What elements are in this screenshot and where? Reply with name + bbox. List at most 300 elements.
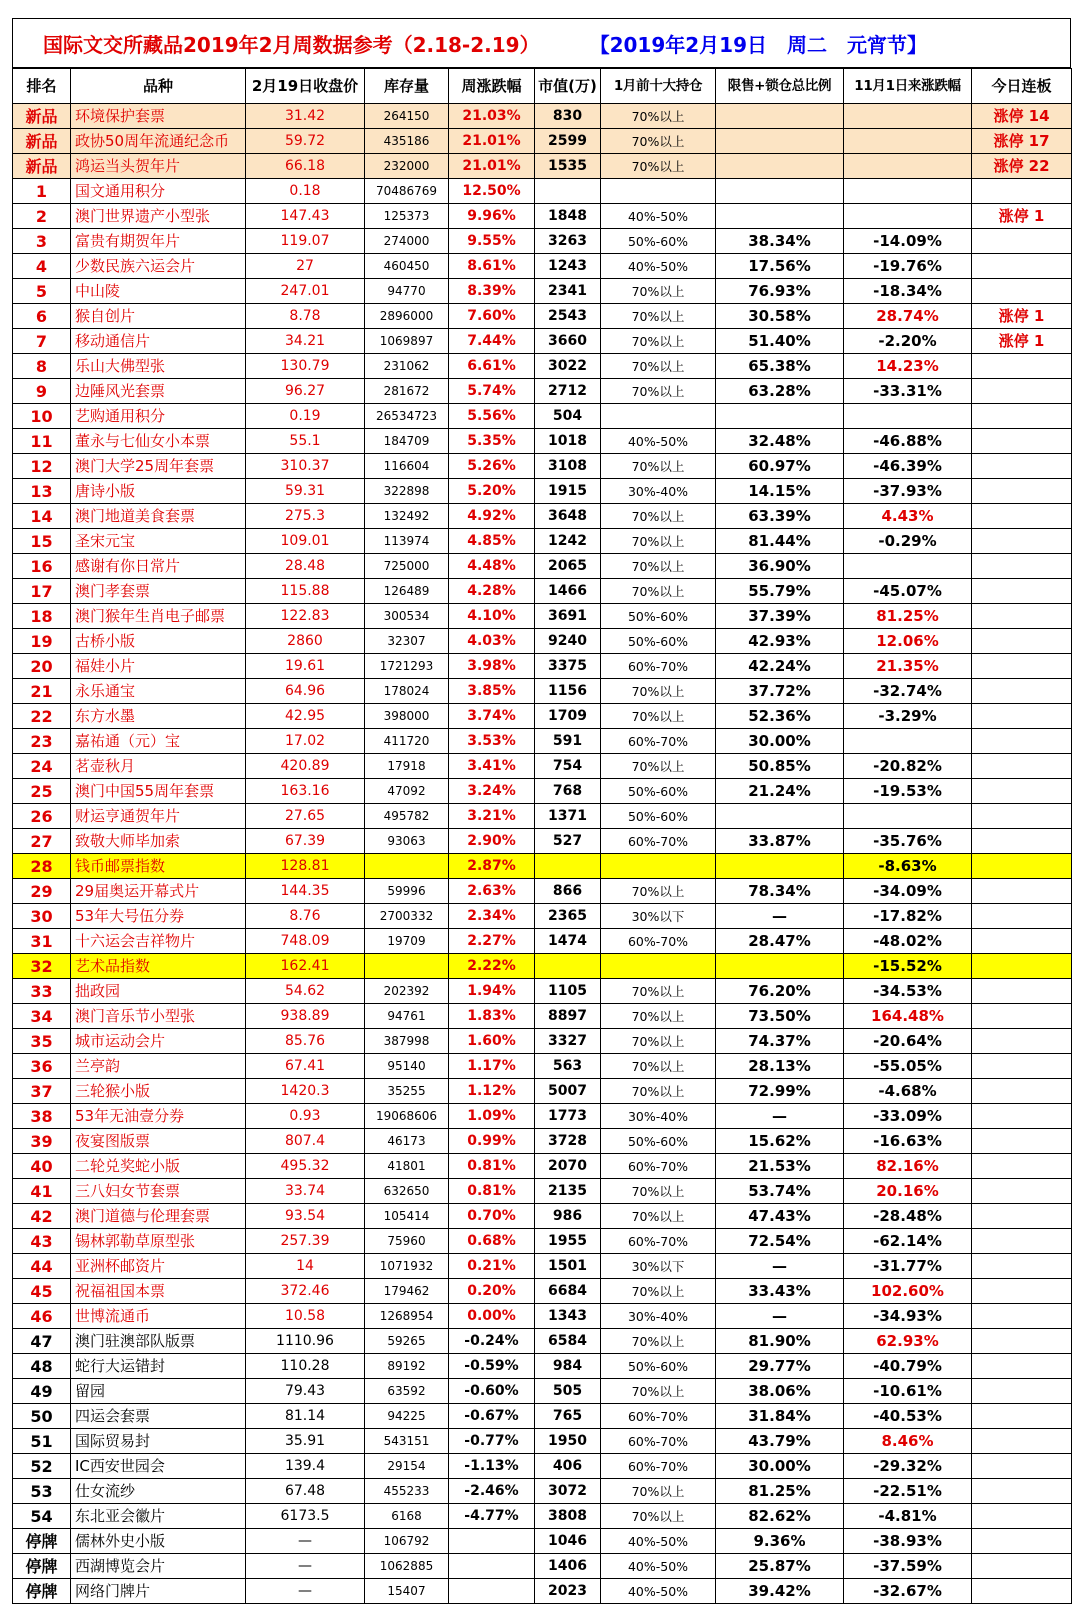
row-rank: 29 xyxy=(13,879,71,904)
row-today-limit xyxy=(972,1479,1072,1504)
row-stock: 59996 xyxy=(365,879,449,904)
row-lock-ratio: 42.93% xyxy=(716,629,844,654)
row-today-limit xyxy=(972,1254,1072,1279)
table-row xyxy=(13,379,1072,404)
row-since-nov: 12.06% xyxy=(844,629,972,654)
row-rank: 11 xyxy=(13,429,71,454)
row-holdings: 70%以上 xyxy=(601,379,716,404)
row-lock-ratio: 76.20% xyxy=(716,979,844,1004)
data-table xyxy=(12,68,1072,1604)
row-stock: 1268954 xyxy=(365,1304,449,1329)
table-row xyxy=(13,1379,1072,1404)
row-lock-ratio: 28.13% xyxy=(716,1054,844,1079)
row-market-value: 1950 xyxy=(535,1429,601,1454)
row-stock: 411720 xyxy=(365,729,449,754)
row-price: — xyxy=(246,1529,365,1554)
row-market-value: 8897 xyxy=(535,1004,601,1029)
row-rank: 31 xyxy=(13,929,71,954)
row-stock: 202392 xyxy=(365,979,449,1004)
row-change: 4.28% xyxy=(449,579,535,604)
row-name: 网络门牌片 xyxy=(71,1579,246,1604)
row-since-nov xyxy=(844,104,972,129)
row-price: 275.3 xyxy=(246,504,365,529)
row-stock: 178024 xyxy=(365,679,449,704)
row-name: 艺购通用积分 xyxy=(71,404,246,429)
table-row xyxy=(13,804,1072,829)
row-rank: 54 xyxy=(13,1504,71,1529)
row-stock: 232000 xyxy=(365,154,449,179)
row-name: 澳门道德与伦理套票 xyxy=(71,1204,246,1229)
row-holdings: 30%-40% xyxy=(601,1104,716,1129)
row-holdings: 70%以上 xyxy=(601,704,716,729)
row-rank: 28 xyxy=(13,854,71,879)
row-price: 310.37 xyxy=(246,454,365,479)
row-market-value: 3263 xyxy=(535,229,601,254)
row-lock-ratio: 53.74% xyxy=(716,1179,844,1204)
row-lock-ratio: 36.90% xyxy=(716,554,844,579)
row-market-value: 1501 xyxy=(535,1254,601,1279)
table-row xyxy=(13,354,1072,379)
row-stock: 63592 xyxy=(365,1379,449,1404)
table-row xyxy=(13,304,1072,329)
row-lock-ratio: 29.77% xyxy=(716,1354,844,1379)
row-rank: 52 xyxy=(13,1454,71,1479)
row-holdings xyxy=(601,854,716,879)
row-holdings: 60%-70% xyxy=(601,1229,716,1254)
row-price: 122.83 xyxy=(246,604,365,629)
row-market-value: 3022 xyxy=(535,354,601,379)
row-stock: 113974 xyxy=(365,529,449,554)
row-since-nov: 20.16% xyxy=(844,1179,972,1204)
row-lock-ratio: 30.58% xyxy=(716,304,844,329)
row-holdings: 70%以上 xyxy=(601,1179,716,1204)
row-stock: 1721293 xyxy=(365,654,449,679)
row-rank: 45 xyxy=(13,1279,71,1304)
row-name: 董永与七仙女小本票 xyxy=(71,429,246,454)
row-change: 1.94% xyxy=(449,979,535,1004)
row-holdings: 30%以下 xyxy=(601,904,716,929)
row-since-nov xyxy=(844,179,972,204)
row-name: 四运会套票 xyxy=(71,1404,246,1429)
row-market-value: 6584 xyxy=(535,1329,601,1354)
row-market-value: 3728 xyxy=(535,1129,601,1154)
row-price: 0.93 xyxy=(246,1104,365,1129)
row-today-limit xyxy=(972,679,1072,704)
row-stock: 17918 xyxy=(365,754,449,779)
row-price: 93.54 xyxy=(246,1204,365,1229)
row-today-limit xyxy=(972,804,1072,829)
row-stock: 46173 xyxy=(365,1129,449,1154)
row-since-nov: 21.35% xyxy=(844,654,972,679)
row-change: 21.01% xyxy=(449,129,535,154)
row-stock: 32307 xyxy=(365,629,449,654)
row-market-value: 1466 xyxy=(535,579,601,604)
row-price: 79.43 xyxy=(246,1379,365,1404)
row-holdings: 40%-50% xyxy=(601,1579,716,1604)
row-market-value: 3648 xyxy=(535,504,601,529)
row-change: 3.85% xyxy=(449,679,535,704)
row-since-nov: -40.53% xyxy=(844,1404,972,1429)
row-name: 三轮猴小版 xyxy=(71,1079,246,1104)
row-holdings xyxy=(601,404,716,429)
row-lock-ratio: 63.39% xyxy=(716,504,844,529)
row-rank: 38 xyxy=(13,1104,71,1129)
row-since-nov: 82.16% xyxy=(844,1154,972,1179)
row-price: 34.21 xyxy=(246,329,365,354)
row-today-limit xyxy=(972,654,1072,679)
row-lock-ratio: 30.00% xyxy=(716,729,844,754)
row-stock: 179462 xyxy=(365,1279,449,1304)
header-row xyxy=(13,69,1072,104)
row-price: 28.48 xyxy=(246,554,365,579)
row-change: 1.60% xyxy=(449,1029,535,1054)
row-today-limit xyxy=(972,1079,1072,1104)
table-row xyxy=(13,1029,1072,1054)
row-market-value: 2341 xyxy=(535,279,601,304)
row-stock: 47092 xyxy=(365,779,449,804)
row-market-value: 1709 xyxy=(535,704,601,729)
row-market-value: 3108 xyxy=(535,454,601,479)
row-price: 420.89 xyxy=(246,754,365,779)
row-holdings: 60%-70% xyxy=(601,1454,716,1479)
row-market-value: 3072 xyxy=(535,1479,601,1504)
header-lock-ratio: 限售+锁仓总比例 xyxy=(716,69,844,104)
row-today-limit: 涨停 1 xyxy=(972,329,1072,354)
row-since-nov: -0.29% xyxy=(844,529,972,554)
row-price: 110.28 xyxy=(246,1354,365,1379)
table-row xyxy=(13,229,1072,254)
row-since-nov: -14.09% xyxy=(844,229,972,254)
row-change: 9.96% xyxy=(449,204,535,229)
row-rank: 42 xyxy=(13,1204,71,1229)
row-lock-ratio: — xyxy=(716,1254,844,1279)
row-name: 富贵有期贺年片 xyxy=(71,229,246,254)
row-price: 147.43 xyxy=(246,204,365,229)
row-change: -0.60% xyxy=(449,1379,535,1404)
row-lock-ratio: 52.36% xyxy=(716,704,844,729)
row-holdings: 60%-70% xyxy=(601,654,716,679)
header-price: 2月19日收盘价 xyxy=(246,69,365,104)
row-today-limit xyxy=(972,1379,1072,1404)
row-since-nov: -18.34% xyxy=(844,279,972,304)
row-name: 东北亚会徽片 xyxy=(71,1504,246,1529)
row-market-value: 2135 xyxy=(535,1179,601,1204)
row-lock-ratio: 74.37% xyxy=(716,1029,844,1054)
row-stock: 93063 xyxy=(365,829,449,854)
row-price: 144.35 xyxy=(246,879,365,904)
row-market-value: 1848 xyxy=(535,204,601,229)
row-since-nov: 102.60% xyxy=(844,1279,972,1304)
row-change xyxy=(449,1554,535,1579)
row-holdings: 60%-70% xyxy=(601,829,716,854)
row-lock-ratio: 21.53% xyxy=(716,1154,844,1179)
row-since-nov: -3.29% xyxy=(844,704,972,729)
row-stock: 2896000 xyxy=(365,304,449,329)
row-rank: 3 xyxy=(13,229,71,254)
row-market-value: 1046 xyxy=(535,1529,601,1554)
row-rank: 停牌 xyxy=(13,1529,71,1554)
row-change: 4.48% xyxy=(449,554,535,579)
row-lock-ratio: 82.62% xyxy=(716,1504,844,1529)
row-name: 蛇行大运错封 xyxy=(71,1354,246,1379)
row-market-value: 1371 xyxy=(535,804,601,829)
row-name: 边陲风光套票 xyxy=(71,379,246,404)
row-price: 130.79 xyxy=(246,354,365,379)
row-today-limit xyxy=(972,754,1072,779)
row-since-nov: -38.93% xyxy=(844,1529,972,1554)
row-name: 仕女流纱 xyxy=(71,1479,246,1504)
header-rank: 排名 xyxy=(13,69,71,104)
row-rank: 13 xyxy=(13,479,71,504)
row-name: 二轮兑奖蛇小版 xyxy=(71,1154,246,1179)
row-market-value: 1773 xyxy=(535,1104,601,1129)
row-rank: 41 xyxy=(13,1179,71,1204)
row-today-limit xyxy=(972,179,1072,204)
row-name: 城市运动会片 xyxy=(71,1029,246,1054)
row-holdings: 60%-70% xyxy=(601,1154,716,1179)
row-rank: 25 xyxy=(13,779,71,804)
row-holdings: 70%以上 xyxy=(601,1204,716,1229)
row-name: 留园 xyxy=(71,1379,246,1404)
row-since-nov: -55.05% xyxy=(844,1054,972,1079)
row-today-limit xyxy=(972,1304,1072,1329)
row-rank: 6 xyxy=(13,304,71,329)
row-market-value: 2712 xyxy=(535,379,601,404)
row-today-limit xyxy=(972,529,1072,554)
row-market-value: 527 xyxy=(535,829,601,854)
header-today-limit: 今日连板 xyxy=(972,69,1072,104)
row-market-value: 768 xyxy=(535,779,601,804)
row-lock-ratio: 25.87% xyxy=(716,1554,844,1579)
row-today-limit xyxy=(972,704,1072,729)
row-holdings: 70%以上 xyxy=(601,1504,716,1529)
row-market-value: 1018 xyxy=(535,429,601,454)
row-today-limit xyxy=(972,1129,1072,1154)
row-change: 1.12% xyxy=(449,1079,535,1104)
row-market-value: 505 xyxy=(535,1379,601,1404)
row-rank: 17 xyxy=(13,579,71,604)
row-change: 0.81% xyxy=(449,1154,535,1179)
report-date: 【2019年2月19日 周二 元宵节】 xyxy=(589,32,927,57)
row-today-limit xyxy=(972,454,1072,479)
row-market-value: 3660 xyxy=(535,329,601,354)
row-holdings: 50%-60% xyxy=(601,604,716,629)
row-rank: 40 xyxy=(13,1154,71,1179)
row-stock: 264150 xyxy=(365,104,449,129)
row-rank: 新品 xyxy=(13,154,71,179)
row-today-limit xyxy=(972,629,1072,654)
row-name: 环境保护套票 xyxy=(71,104,246,129)
row-lock-ratio xyxy=(716,204,844,229)
row-lock-ratio: 50.85% xyxy=(716,754,844,779)
row-market-value: 765 xyxy=(535,1404,601,1429)
row-name: 澳门猴年生肖电子邮票 xyxy=(71,604,246,629)
row-holdings: 70%以上 xyxy=(601,879,716,904)
row-market-value: 1955 xyxy=(535,1229,601,1254)
row-since-nov: 8.46% xyxy=(844,1429,972,1454)
row-name: 锡林郭勒草原型张 xyxy=(71,1229,246,1254)
row-today-limit xyxy=(972,1554,1072,1579)
row-holdings xyxy=(601,179,716,204)
row-change: 5.74% xyxy=(449,379,535,404)
row-lock-ratio: 43.79% xyxy=(716,1429,844,1454)
row-rank: 18 xyxy=(13,604,71,629)
row-market-value: 3375 xyxy=(535,654,601,679)
row-rank: 46 xyxy=(13,1304,71,1329)
row-price: 19.61 xyxy=(246,654,365,679)
row-change xyxy=(449,1529,535,1554)
row-holdings: 70%以上 xyxy=(601,279,716,304)
row-price: 119.07 xyxy=(246,229,365,254)
row-name: 国际贸易封 xyxy=(71,1429,246,1454)
table-body xyxy=(13,104,1072,1604)
row-name: 53年无油壹分券 xyxy=(71,1104,246,1129)
table-row xyxy=(13,1579,1072,1604)
row-lock-ratio xyxy=(716,854,844,879)
row-change: 0.81% xyxy=(449,1179,535,1204)
row-since-nov: -62.14% xyxy=(844,1229,972,1254)
header-change: 周涨跌幅 xyxy=(449,69,535,104)
row-change: 0.70% xyxy=(449,1204,535,1229)
table-row xyxy=(13,1229,1072,1254)
row-stock: 322898 xyxy=(365,479,449,504)
row-stock: 435186 xyxy=(365,129,449,154)
row-holdings: 70%以上 xyxy=(601,329,716,354)
row-lock-ratio: 21.24% xyxy=(716,779,844,804)
row-change: 8.39% xyxy=(449,279,535,304)
row-lock-ratio: 72.99% xyxy=(716,1079,844,1104)
row-lock-ratio: 32.48% xyxy=(716,429,844,454)
row-holdings: 70%以上 xyxy=(601,1279,716,1304)
row-today-limit xyxy=(972,554,1072,579)
row-since-nov: -28.48% xyxy=(844,1204,972,1229)
row-lock-ratio: 33.87% xyxy=(716,829,844,854)
row-change: 5.20% xyxy=(449,479,535,504)
row-price: 748.09 xyxy=(246,929,365,954)
row-price: 109.01 xyxy=(246,529,365,554)
row-price: 66.18 xyxy=(246,154,365,179)
row-today-limit xyxy=(972,354,1072,379)
row-price: 1420.3 xyxy=(246,1079,365,1104)
row-market-value: 1535 xyxy=(535,154,601,179)
row-rank: 36 xyxy=(13,1054,71,1079)
row-today-limit xyxy=(972,579,1072,604)
row-since-nov: 4.43% xyxy=(844,504,972,529)
row-rank: 停牌 xyxy=(13,1579,71,1604)
row-since-nov: -34.09% xyxy=(844,879,972,904)
row-name: 政协50周年流通纪念币 xyxy=(71,129,246,154)
row-lock-ratio: 30.00% xyxy=(716,1454,844,1479)
row-today-limit: 涨停 22 xyxy=(972,154,1072,179)
row-price: 2860 xyxy=(246,629,365,654)
row-price: 0.18 xyxy=(246,179,365,204)
row-since-nov: -40.79% xyxy=(844,1354,972,1379)
row-holdings: 50%-60% xyxy=(601,804,716,829)
row-today-limit xyxy=(972,1004,1072,1029)
row-holdings: 70%以上 xyxy=(601,1479,716,1504)
table-row xyxy=(13,1054,1072,1079)
row-market-value: 2065 xyxy=(535,554,601,579)
report-title: 国际文交所藏品2019年2月周数据参考（2.18-2.19） xyxy=(43,32,540,57)
row-change: 6.61% xyxy=(449,354,535,379)
row-change: 4.03% xyxy=(449,629,535,654)
row-holdings: 30%-40% xyxy=(601,479,716,504)
row-market-value: 866 xyxy=(535,879,601,904)
row-market-value: 2365 xyxy=(535,904,601,929)
row-since-nov: 62.93% xyxy=(844,1329,972,1354)
row-market-value: 5007 xyxy=(535,1079,601,1104)
row-change: 5.35% xyxy=(449,429,535,454)
table-row xyxy=(13,729,1072,754)
row-name: 西湖博览会片 xyxy=(71,1554,246,1579)
row-price: 67.39 xyxy=(246,829,365,854)
table-row xyxy=(13,1504,1072,1529)
row-since-nov: -46.39% xyxy=(844,454,972,479)
row-stock: 75960 xyxy=(365,1229,449,1254)
row-stock: 2700332 xyxy=(365,904,449,929)
row-name: 永乐通宝 xyxy=(71,679,246,704)
row-since-nov xyxy=(844,729,972,754)
row-stock: 274000 xyxy=(365,229,449,254)
table-row xyxy=(13,1079,1072,1104)
row-since-nov: -4.81% xyxy=(844,1504,972,1529)
row-since-nov: -15.52% xyxy=(844,954,972,979)
row-lock-ratio: 51.40% xyxy=(716,329,844,354)
row-holdings: 70%以上 xyxy=(601,1054,716,1079)
row-change: 3.21% xyxy=(449,804,535,829)
row-rank: 新品 xyxy=(13,104,71,129)
row-today-limit xyxy=(972,954,1072,979)
row-since-nov: -33.09% xyxy=(844,1104,972,1129)
row-stock: 26534723 xyxy=(365,404,449,429)
row-lock-ratio xyxy=(716,179,844,204)
table-row xyxy=(13,1279,1072,1304)
row-name: 致敬大师毕加索 xyxy=(71,829,246,854)
header-holdings: 1月前十大持仓 xyxy=(601,69,716,104)
row-lock-ratio xyxy=(716,129,844,154)
row-price: 64.96 xyxy=(246,679,365,704)
row-change: 3.74% xyxy=(449,704,535,729)
header-market-value: 市值(万) xyxy=(535,69,601,104)
row-change: 3.98% xyxy=(449,654,535,679)
row-since-nov: -45.07% xyxy=(844,579,972,604)
table-row xyxy=(13,204,1072,229)
row-since-nov: -4.68% xyxy=(844,1079,972,1104)
row-lock-ratio: 60.97% xyxy=(716,454,844,479)
row-holdings xyxy=(601,954,716,979)
row-stock: 6168 xyxy=(365,1504,449,1529)
row-holdings: 70%以上 xyxy=(601,579,716,604)
table-row xyxy=(13,929,1072,954)
row-stock: 455233 xyxy=(365,1479,449,1504)
row-since-nov xyxy=(844,129,972,154)
row-today-limit xyxy=(972,404,1072,429)
row-stock: 184709 xyxy=(365,429,449,454)
row-change: 4.10% xyxy=(449,604,535,629)
row-name: 澳门孝套票 xyxy=(71,579,246,604)
row-stock: 1062885 xyxy=(365,1554,449,1579)
row-today-limit xyxy=(972,1454,1072,1479)
table-row xyxy=(13,554,1072,579)
row-market-value: 563 xyxy=(535,1054,601,1079)
row-change: -0.59% xyxy=(449,1354,535,1379)
row-rank: 48 xyxy=(13,1354,71,1379)
row-stock: 632650 xyxy=(365,1179,449,1204)
row-price: 42.95 xyxy=(246,704,365,729)
row-holdings: 70%以上 xyxy=(601,504,716,529)
row-change: 4.85% xyxy=(449,529,535,554)
row-today-limit: 涨停 1 xyxy=(972,304,1072,329)
